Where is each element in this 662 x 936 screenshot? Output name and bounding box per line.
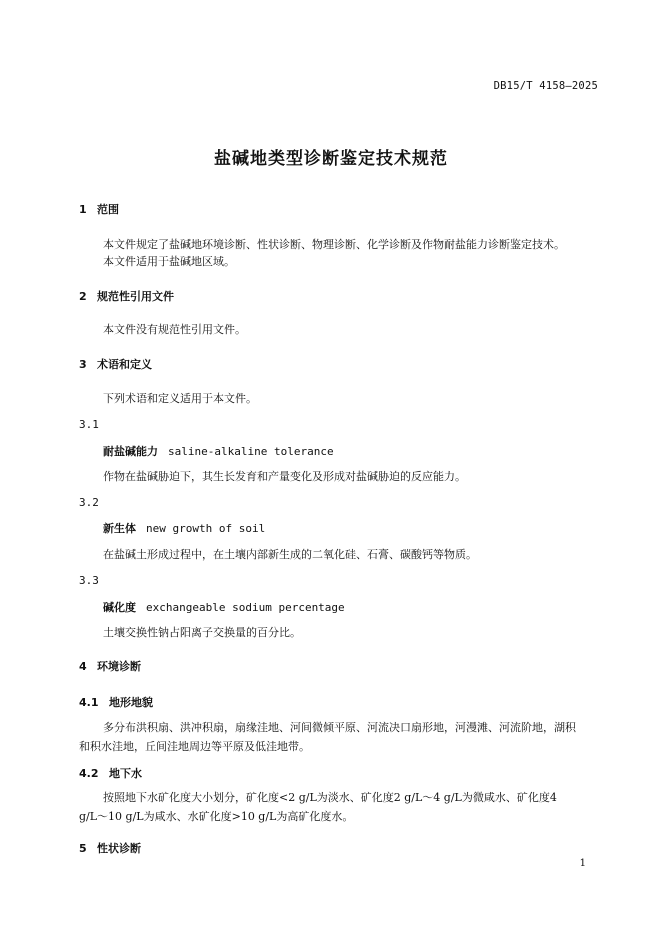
- section-title: 性状诊断: [97, 842, 141, 855]
- section-title: 环境诊断: [97, 660, 141, 673]
- subsection-number: 4.1: [79, 696, 99, 709]
- term-number: 3.3: [79, 574, 99, 587]
- section-5-heading: [79, 840, 141, 856]
- paragraph: 本文件规定了盐碱地环境诊断、性状诊断、物理诊断、化学诊断及作物耐盐能力诊断鉴定技术。: [103, 238, 565, 251]
- term-entry: [103, 443, 334, 459]
- section-number: 2: [79, 290, 87, 303]
- section-number: 3: [79, 358, 87, 371]
- section-number: 5: [79, 842, 87, 855]
- term-entry: [103, 520, 265, 536]
- subsection-title: 地下水: [109, 767, 142, 780]
- paragraph-line: 多分布洪积扇、洪冲积扇，扇缘洼地、河间微倾平原、河流决口扇形地，河漫滩、河流阶地，湖积: [103, 721, 576, 734]
- subsection-title: 地形地貌: [109, 696, 153, 709]
- section-number: 1: [79, 203, 87, 216]
- term-name-en: new growth of soil: [146, 522, 266, 535]
- subsection-4-1-heading: [79, 694, 153, 710]
- paragraph: 下列术语和定义适用于本文件。: [103, 392, 257, 405]
- term-definition: 土壤交换性钠占阳离子交换量的百分比。: [103, 626, 301, 639]
- section-3-heading: [79, 356, 152, 372]
- paragraph-line: 按照地下水矿化度大小划分，矿化度<2 g/L为淡水、矿化度2 g/L～4 g/L为微咸水、矿化度4: [103, 791, 557, 804]
- paragraph-line: g/L～10 g/L为咸水、水矿化度>10 g/L为高矿化度水。: [79, 810, 354, 823]
- term-name-zh: 新生体: [103, 522, 136, 535]
- term-definition: 作物在盐碱胁迫下，其生长发育和产量变化及形成对盐碱胁迫的反应能力。: [103, 470, 466, 483]
- page-title: 盐碱地类型诊断鉴定技术规范: [214, 149, 448, 169]
- subsection-4-2-heading: [79, 765, 142, 781]
- document-code: DB15/T 4158—2025: [493, 80, 598, 92]
- section-4-heading: [79, 658, 141, 674]
- term-number: 3.2: [79, 496, 99, 509]
- section-1-heading: [79, 201, 119, 217]
- term-name-zh: 碱化度: [103, 601, 136, 614]
- paragraph: 本文件没有规范性引用文件。: [103, 323, 246, 336]
- section-title: 术语和定义: [97, 358, 152, 371]
- paragraph-line: 和积水洼地，丘间洼地周边等平原及低洼地带。: [79, 740, 310, 753]
- term-name-en: exchangeable sodium percentage: [146, 601, 345, 614]
- section-2-heading: [79, 288, 174, 304]
- section-title: 规范性引用文件: [97, 290, 174, 303]
- page-number: 1: [579, 858, 586, 869]
- section-title: 范围: [97, 203, 119, 216]
- term-name-en: saline-alkaline tolerance: [168, 445, 334, 458]
- term-definition: 在盐碱土形成过程中，在土壤内部新生成的二氧化硅、石膏、碳酸钙等物质。: [103, 548, 477, 561]
- subsection-number: 4.2: [79, 767, 99, 780]
- section-number: 4: [79, 660, 87, 673]
- term-name-zh: 耐盐碱能力: [103, 445, 158, 458]
- term-number: 3.1: [79, 418, 99, 431]
- paragraph: 本文件适用于盐碱地区域。: [103, 255, 235, 268]
- term-entry: [103, 599, 345, 615]
